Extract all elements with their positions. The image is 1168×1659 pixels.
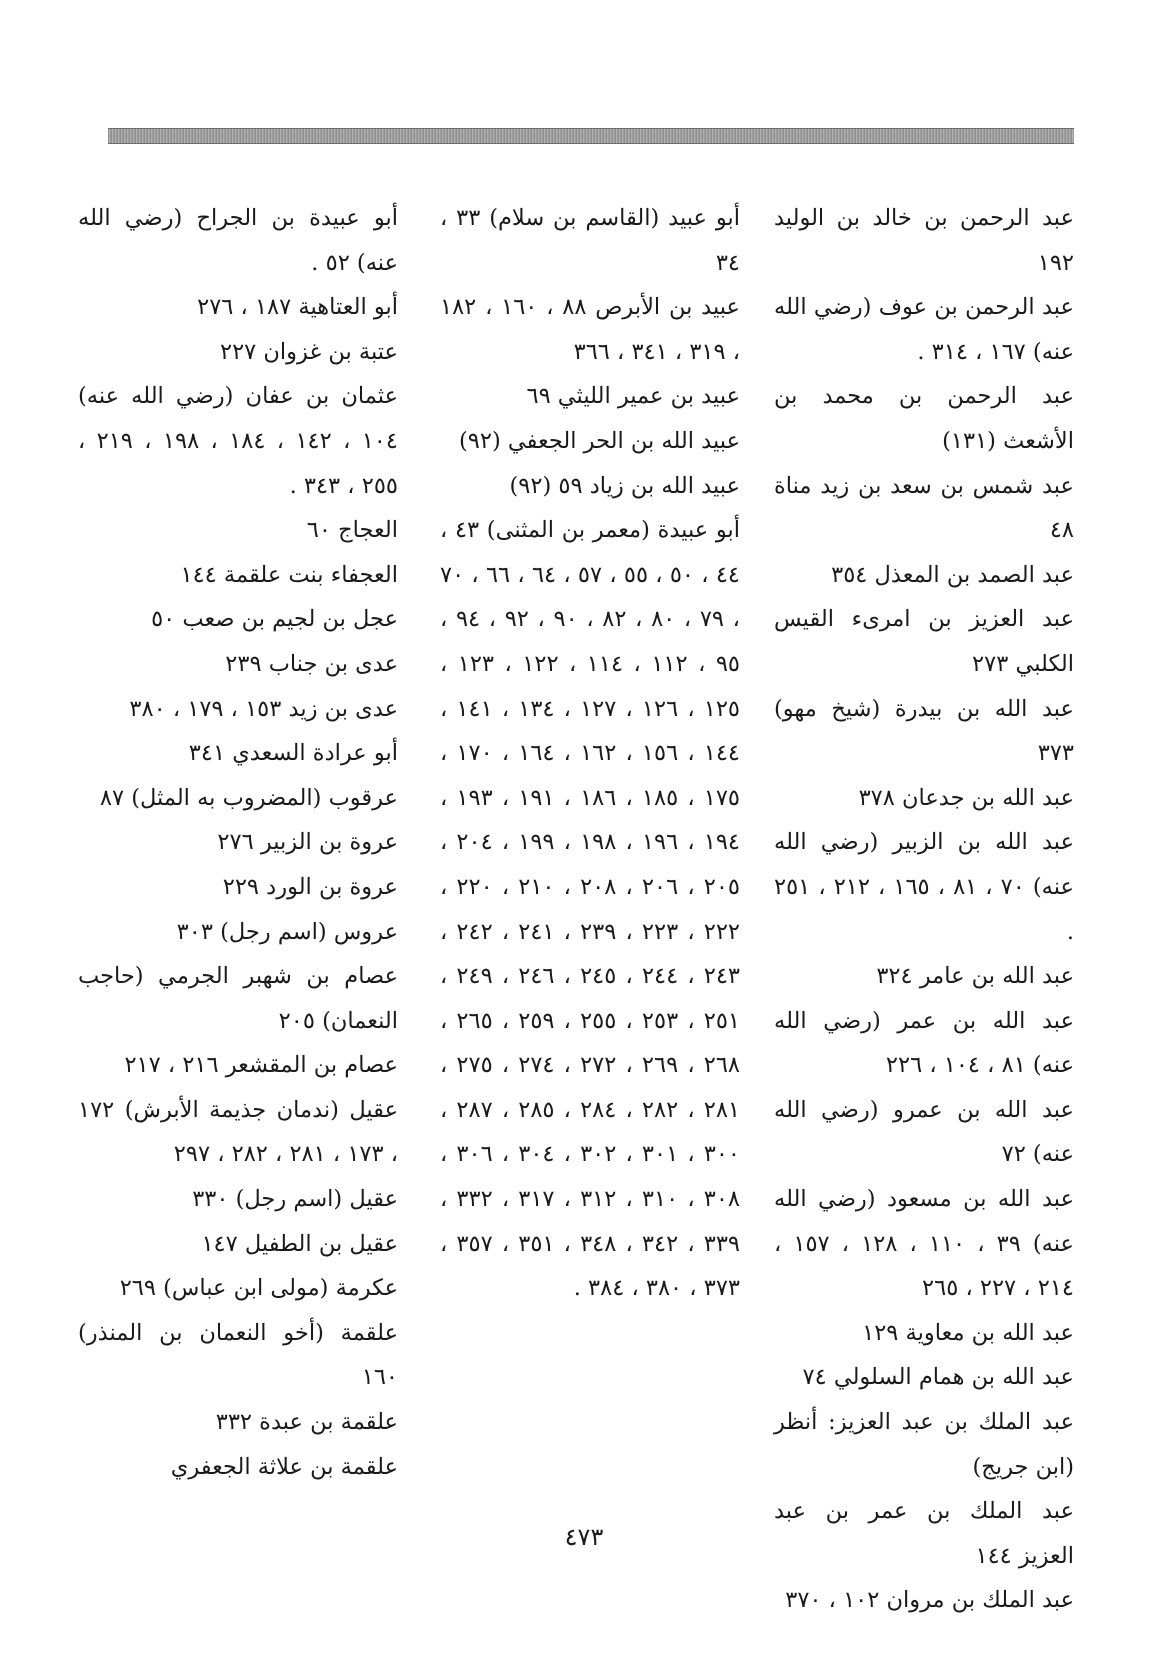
index-entry: عروة بن الورد ٢٢٩ [222, 873, 398, 900]
index-entry: عقيل (اسم رجل) ٣٣٠ [192, 1186, 398, 1213]
index-entry: علقمة (أخو النعمان بن المنذر) ١٦٠ [78, 1319, 398, 1391]
index-entry: عبد الله بن عمرو (رضي الله عنه) ٧٢ [774, 1096, 1074, 1168]
index-entry: عقيل (ندمان جذيمة الأبرش) ١٧٢ ، ١٧٣ ، ٢٨١ ، ٢٨٢ ، ٢٩٧ [78, 1096, 398, 1168]
header-rule [108, 128, 1074, 144]
index-entry: عثمان بن عفان (رضي الله عنه) ١٠٤ ، ١٤٢ ، ١٨٤ ، ١٩٨ ، ٢١٩ ، ٢٥٥ ، ٣٤٣ . [78, 383, 398, 499]
index-entry: عبد الله بن عمر (رضي الله عنه) ٨١ ، ١٠٤ ، ٢٢٦ [774, 1007, 1074, 1079]
index-entry: عرقوب (المضروب به المثل) ٨٧ [99, 784, 398, 811]
index-column-right [774, 196, 1074, 1623]
index-entry: عبد الله بن بيدرة (شيخ مهو) ٣٧٣ [774, 695, 1074, 767]
index-entry: عبد الله بن مسعود (رضي الله عنه) ٣٩ ، ١١٠ ، ١٢٨ ، ١٥٧ ، ٢١٤ ، ٢٢٧ ، ٢٦٥ [774, 1186, 1074, 1302]
index-entry: أبو العتاهية ١٨٧ ، ٢٧٦ [197, 294, 398, 321]
index-entry: عروة بن الزبير ٢٧٦ [217, 829, 398, 856]
index-entry: عجل بن لجيم بن صعب ٥٠ [151, 606, 398, 633]
index-entry: عبد الله بن معاوية ١٢٩ [862, 1319, 1074, 1346]
index-entry: أبو عبيدة (معمر بن المثنى) ٤٣ ، ٤٤ ، ٥٠ ، ٥٥ ، ٥٧ ، ٦٤ ، ٦٦ ، ٧٠ ، ٧٩ ، ٨٠ ، ٨٢ ، ٩٠ ، ٩٢ ، ٩٤ ، ٩٥ ، ١١٢ ، ١١٤ ، ١٢٢ ، ١٢٣ ، ١٢٥ ، ١٢٦ ، ١٢٧ ، ١٣٤ ، ١٤١ ، ١٤٤ ، ١٥٦ ، ١٦٢ ، ١٦٤ ، ١٧٠ ، ١٧٥ ، ١٨٥ ، ١٨٦ ، ١٩١ ، ١٩٣ ، ١٩٤ ، ١٩٦ ، ١٩٨ ، ١٩٩ ، ٢٠٤ ، ٢٠٥ ، ٢٠٦ ، ٢٠٨ ، ٢١٠ ، ٢٢٠ ، ٢٢٢ ، ٢٢٣ ، ٢٣٩ ، ٢٤١ ، ٢٤٢ ، ٢٤٣ ، ٢٤٤ ، ٢٤٥ ، ٢٤٦ ، ٢٤٩ ، ٢٥١ ، ٢٥٣ ، ٢٥٥ ، ٢٥٩ ، ٢٦٥ ، ٢٦٨ ، ٢٦٩ ، ٢٧٢ ، ٢٧٤ ، ٢٧٥ ، ٢٨١ ، ٢٨٢ ، ٢٨٤ ، ٢٨٥ ، ٢٨٧ ، ٣٠٠ ، ٣٠١ ، ٣٠٢ ، ٣٠٤ ، ٣٠٦ ، ٣٠٨ ، ٣١٠ ، ٣١٢ ، ٣١٧ ، ٣٣٢ ، ٣٣٩ ، ٣٤٢ ، ٣٤٨ ، ٣٥١ ، ٣٥٧ ، ٣٧٣ ، ٣٨٠ ، ٣٨٤ . [440, 517, 740, 1302]
index-entry: عروس (اسم رجل) ٣٠٣ [176, 918, 398, 945]
page-number: ٤٧٣ [564, 1523, 604, 1551]
index-entry: عبيد الله بن الحر الجعفي (٩٢) [459, 427, 740, 454]
index-column-left [78, 196, 398, 1489]
index-entry: عتبة بن غزوان ٢٢٧ [219, 338, 398, 365]
index-column-middle [440, 196, 740, 1311]
index-entry: عبد الرحمن بن عوف (رضي الله عنه) ١٦٧ ، ٣١٤ . [774, 294, 1074, 365]
index-entry: عبد الصمد بن المعذل ٣٥٤ [831, 561, 1074, 588]
index-entry: عصام بن شهبر الجرمي (حاجب النعمان) ٢٠٥ [78, 963, 398, 1034]
index-entry: عدى بن جناب ٢٣٩ [225, 650, 398, 677]
index-entry: عبد الرحمن بن خالد بن الوليد ١٩٢ [774, 205, 1074, 276]
index-entry: عبد العزيز بن امرىء القيس الكلبي ٢٧٣ [774, 606, 1074, 677]
index-entry: عبد الرحمن بن محمد بن الأشعث (١٣١) [774, 383, 1074, 454]
index-entry: عبيد بن عمير الليثي ٦٩ [526, 383, 740, 410]
index-entry: عبد الله بن عامر ٣٢٤ [876, 963, 1074, 990]
index-entry: عبيد بن الأبرص ٨٨ ، ١٦٠ ، ١٨٢ ، ٣١٩ ، ٣٤١ ، ٣٦٦ [440, 294, 740, 365]
index-entry: العجاج ٦٠ [306, 517, 398, 544]
index-entry: عبد الله بن الزبير (رضي الله عنه) ٧٠ ، ٨١ ، ١٦٥ ، ٢١٢ ، ٢٥١ . [774, 829, 1074, 945]
index-entry: علقمة بن عبدة ٣٣٢ [215, 1409, 398, 1436]
index-entry: عدى بن زيد ١٥٣ ، ١٧٩ ، ٣٨٠ [129, 695, 398, 722]
index-entry: أبو عبيد (القاسم بن سلام) ٣٣ ، ٣٤ [440, 205, 740, 276]
index-entry: أبو عبيدة بن الجراح (رضي الله عنه) ٥٢ . [78, 205, 398, 276]
index-entry: عقيل بن الطفيل ١٤٧ [201, 1230, 398, 1257]
index-entry: أبو عرادة السعدي ٣٤١ [188, 740, 398, 767]
index-entry: عكرمة (مولى ابن عباس) ٢٦٩ [119, 1275, 398, 1302]
index-entry: عبد شمس بن سعد بن زيد مناة ٤٨ [774, 472, 1074, 544]
index-entry: عبد الله بن جدعان ٣٧٨ [858, 784, 1074, 811]
index-entry: علقمة بن علاثة الجعفري [170, 1453, 398, 1480]
index-entry: العجفاء بنت علقمة ١٤٤ [180, 561, 398, 588]
index-entry: عبد الله بن همام السلولي ٧٤ [802, 1364, 1074, 1391]
index-entry: عبد الملك بن عبد العزيز: أنظر (ابن جريج) [774, 1409, 1074, 1480]
index-entry: عبد الملك بن عمر بن عبد العزيز ١٤٤ [774, 1498, 1074, 1569]
index-entry: عبد الملك بن مروان ١٠٢ ، ٣٧٠ [785, 1587, 1074, 1614]
index-entry: عبيد الله بن زياد ٥٩ (٩٢) [509, 472, 740, 499]
index-entry: عصام بن المقشعر ٢١٦ ، ٢١٧ [124, 1052, 398, 1079]
